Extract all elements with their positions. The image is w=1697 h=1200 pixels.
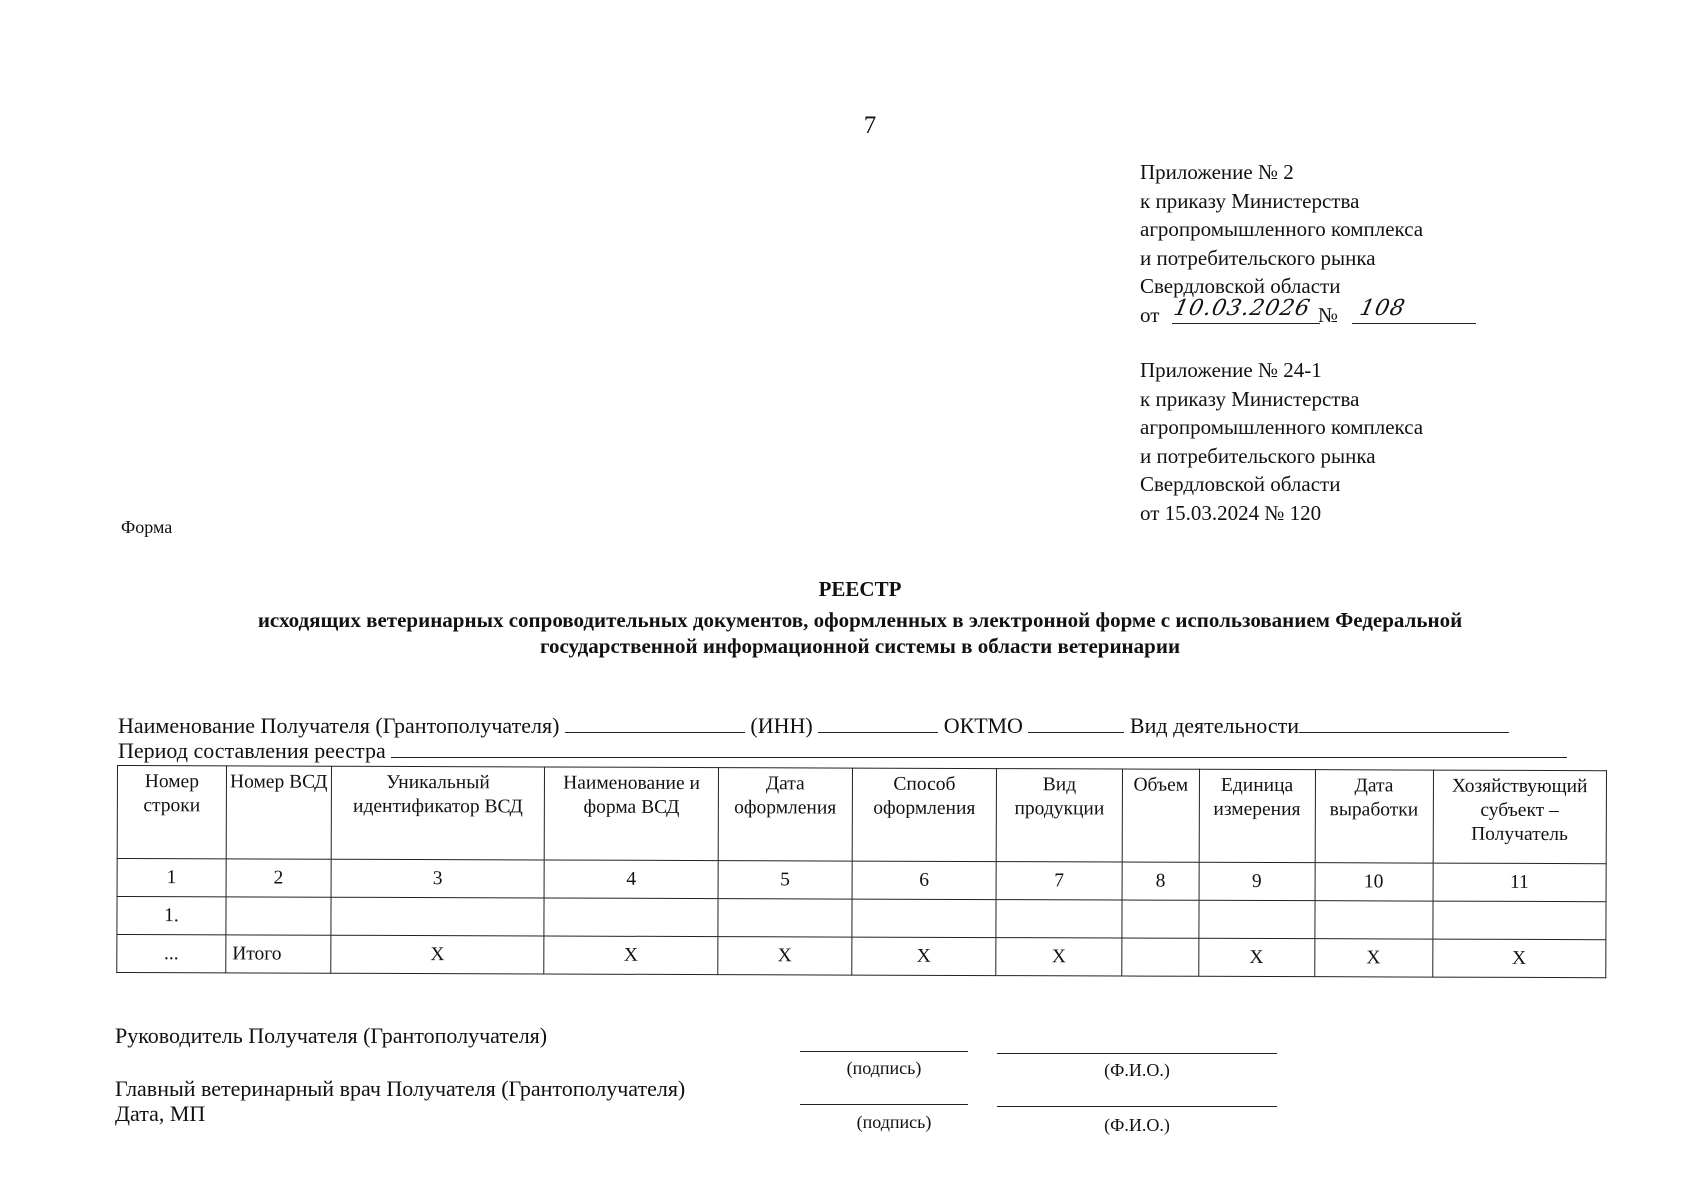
table-row-column-numbers <box>117 859 1606 902</box>
col-number: 10 <box>1315 863 1433 901</box>
head-signature-line[interactable] <box>800 1051 968 1052</box>
registry-table <box>116 765 1607 978</box>
head-signature-label: Руководитель Получателя (Грантополучателя) <box>115 1023 548 1048</box>
handwritten-date: 10.03.2026 <box>1171 295 1313 321</box>
oktmo-label: ОКТМО <box>943 713 1023 738</box>
col-number: 3 <box>331 859 545 898</box>
period-row <box>118 738 1567 764</box>
head-name-hint: (Ф.И.О.) <box>1104 1060 1170 1080</box>
annex-secondary-line2: к приказу Министерства <box>1140 386 1360 411</box>
table-cell: Х <box>1314 939 1432 977</box>
table-row <box>117 897 1606 940</box>
vet-signature-hint: (подпись) <box>856 1112 932 1132</box>
form-label: Форма <box>121 517 173 537</box>
document-title: РЕЕСТР <box>818 577 902 601</box>
activity-type-field[interactable] <box>1299 714 1509 733</box>
vet-signature-label: Главный ветеринарный врач Получателя (Грантополучателя) <box>115 1076 686 1101</box>
header-issue-date: Дата оформления <box>718 768 852 861</box>
header-recipient-entity: Хозяйствующий субъект – Получатель <box>1433 770 1607 864</box>
table-cell: Х <box>544 936 718 975</box>
number-prefix: № <box>1318 302 1339 327</box>
table-cell[interactable] <box>226 897 331 935</box>
table-cell[interactable] <box>331 897 545 936</box>
header-row-number: Номер строки <box>117 766 226 859</box>
col-number: 1 <box>117 859 226 897</box>
handwritten-number: 108 <box>1357 295 1408 321</box>
table-cell[interactable] <box>1199 900 1315 938</box>
annex-primary-line1: Приложение № 2 <box>1140 160 1294 184</box>
vet-signature-line[interactable] <box>800 1104 968 1105</box>
col-number: 11 <box>1433 863 1607 902</box>
col-number: 4 <box>544 860 718 899</box>
annex-primary-line2: к приказу Министерства <box>1140 188 1360 213</box>
from-prefix: от <box>1140 302 1160 327</box>
total-label: Итого <box>226 935 331 973</box>
header-production-date: Дата выработки <box>1315 770 1433 863</box>
header-issue-method: Способ оформления <box>852 768 996 862</box>
col-number: 8 <box>1122 862 1199 900</box>
date-stamp-label: Дата, МП <box>115 1101 206 1126</box>
vet-name-line[interactable] <box>997 1106 1277 1107</box>
annex-secondary-line4: и потребительского рынка <box>1140 443 1376 468</box>
col-number: 2 <box>226 859 331 897</box>
recipient-name-field[interactable] <box>565 714 745 733</box>
col-number: 5 <box>718 861 852 899</box>
header-volume: Объем <box>1122 769 1199 862</box>
recipient-name-label: Наименование Получателя (Грантополучателя) <box>118 713 560 738</box>
oktmo-field[interactable] <box>1028 714 1124 733</box>
col-number: 7 <box>996 862 1122 900</box>
page-number: 7 <box>863 112 877 139</box>
table-header-row <box>117 766 1606 864</box>
annex-primary-line3: агропромышленного комплекса <box>1140 217 1424 241</box>
inn-field[interactable] <box>818 714 938 733</box>
table-cell: Х <box>996 938 1122 976</box>
header-product-type: Вид продукции <box>996 769 1122 862</box>
table-cell: Х <box>718 937 852 975</box>
table-cell[interactable] <box>718 899 852 937</box>
header-vsd-name-form: Наименование и форма ВСД <box>545 767 719 861</box>
header-vsd-uid: Уникальный идентификатор ВСД <box>331 766 545 860</box>
table-cell: Х <box>1198 938 1314 976</box>
activity-type-label: Вид деятельности <box>1129 713 1300 738</box>
annex-primary <box>1140 158 1423 329</box>
annex-primary-line5: Свердловской области <box>1140 274 1341 298</box>
annex-secondary <box>1140 356 1423 527</box>
header-vsd-number: Номер ВСД <box>226 766 331 859</box>
table-cell: Х <box>330 935 544 974</box>
col-number: 6 <box>852 861 996 900</box>
table-cell[interactable] <box>1432 901 1606 940</box>
period-label: Период составления реестра <box>118 738 386 763</box>
period-field[interactable] <box>391 739 1567 758</box>
document-subtitle <box>150 607 1570 659</box>
annex-secondary-line3: агропромышленного комплекса <box>1140 415 1424 439</box>
vet-name-hint: (Ф.И.О.) <box>1104 1115 1170 1135</box>
table-cell[interactable] <box>996 900 1122 938</box>
annex-primary-date-row <box>1140 295 1423 329</box>
inn-label: (ИНН) <box>750 713 813 738</box>
table-cell[interactable]: 1. <box>117 897 226 935</box>
annex-secondary-line1: Приложение № 24-1 <box>1140 358 1322 382</box>
total-volume-cell[interactable] <box>1122 938 1199 976</box>
table-cell: Х <box>852 937 996 976</box>
annex-secondary-line6: от 15.03.2024 № 120 <box>1140 500 1322 525</box>
recipient-fields-row <box>118 713 1509 739</box>
subtitle-line2: государственной информационной системы в области ветеринарии <box>539 634 1181 658</box>
table-cell: ... <box>117 935 226 973</box>
table-row-total <box>117 935 1606 978</box>
annex-secondary-line5: Свердловской области <box>1140 472 1341 496</box>
table-cell[interactable] <box>1122 900 1199 938</box>
head-signature-hint: (подпись) <box>846 1058 922 1078</box>
head-name-line[interactable] <box>997 1053 1277 1054</box>
table-cell[interactable] <box>852 899 996 938</box>
table-cell[interactable] <box>1314 901 1432 939</box>
annex-primary-line4: и потребительского рынка <box>1140 245 1376 270</box>
subtitle-line1: исходящих ветеринарных сопроводительных документов, оформленных в электронной форме с использованием Федеральной <box>257 608 1463 632</box>
header-unit: Единица измерения <box>1199 769 1315 862</box>
table-cell: Х <box>1432 939 1606 978</box>
table-cell[interactable] <box>544 898 718 937</box>
col-number: 9 <box>1199 862 1315 900</box>
